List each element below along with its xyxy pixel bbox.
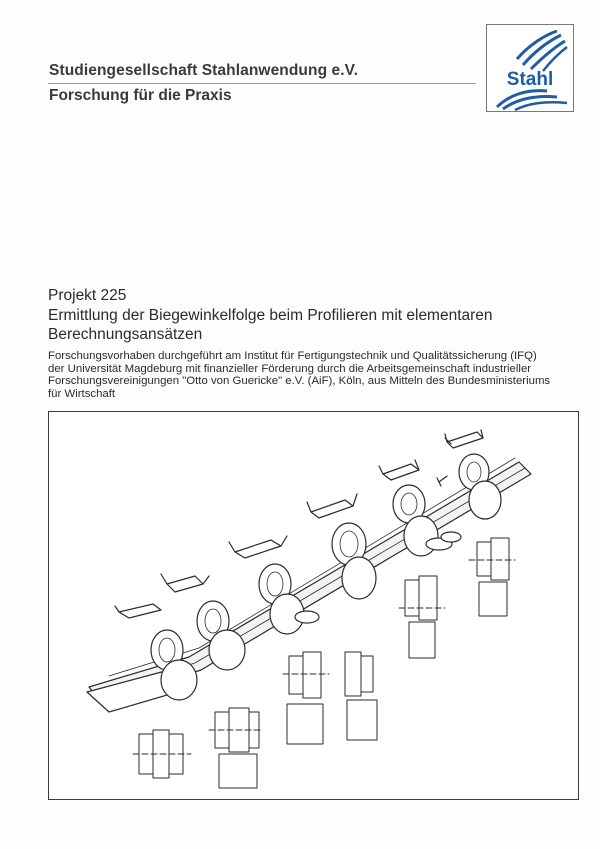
stahl-logo — [486, 24, 574, 112]
research-description — [48, 350, 578, 400]
roll-forming-illustration — [48, 411, 579, 800]
project-number: Projekt 225 — [48, 287, 127, 304]
header-divider — [48, 83, 476, 84]
organization-tagline: Forschung für die Praxis — [49, 87, 232, 104]
stahl-logo-icon — [487, 25, 573, 111]
organization-name: Studiengesellschaft Stahlanwendung e.V. — [49, 62, 359, 79]
logo-text: Stahl — [506, 69, 554, 90]
description-line: Forschungsvorhaben durchgeführt am Institut für Fertigungstechnik und Qualitätssicherung (IFQ) — [48, 350, 537, 362]
roll-forming-line-icon — [49, 412, 578, 799]
description-line: der Universität Magdeburg mit finanzieller Förderung durch die Arbeitsgemeinschaft industrieller — [48, 362, 532, 375]
report-title — [48, 306, 568, 344]
description-line: für Wirtschaft — [48, 387, 116, 400]
report-title-line: Ermittlung der Biegewinkelfolge beim Profilieren mit elementaren — [48, 307, 493, 324]
report-title-line: Berechnungsansätzen — [48, 326, 203, 343]
description-line: Forschungsvereinigungen "Otto von Guericke" e.V. (AiF), Köln, aus Mitteln des Bundesministeriums — [48, 375, 551, 388]
